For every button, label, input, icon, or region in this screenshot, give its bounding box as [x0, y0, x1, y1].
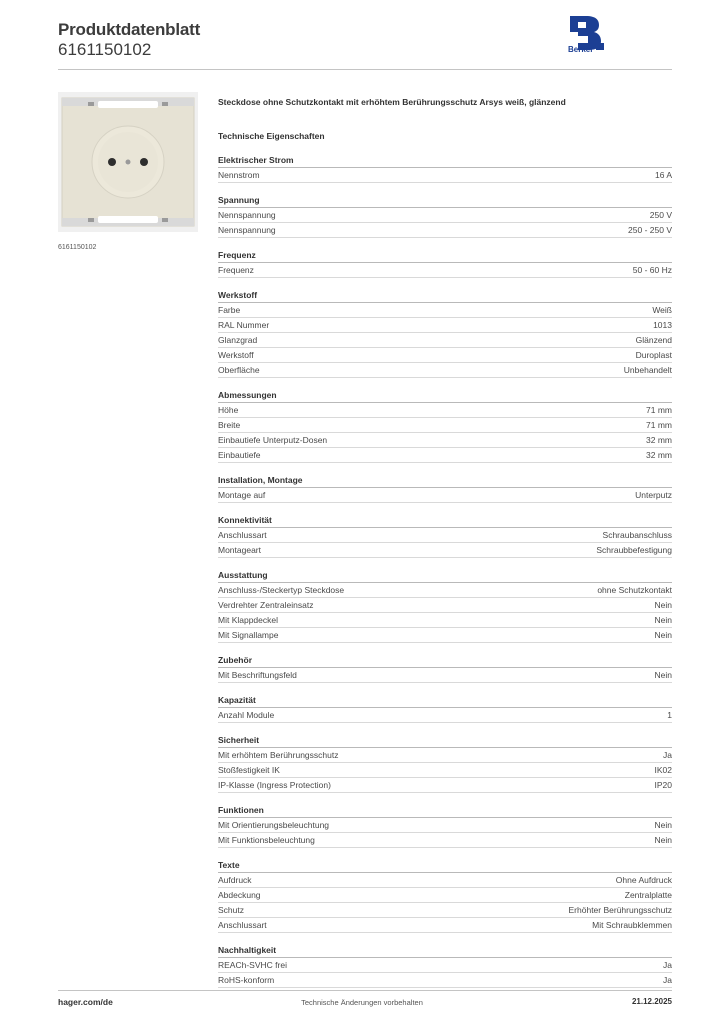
spec-label: Mit Klappdeckel	[218, 615, 279, 625]
spec-label: Mit Funktionsbeleuchtung	[218, 835, 315, 845]
spec-row	[218, 778, 672, 793]
spec-value: Ja	[663, 750, 672, 760]
spec-row	[218, 348, 672, 363]
spec-row	[218, 708, 672, 723]
spec-label: Einbautiefe	[218, 450, 261, 460]
spec-section	[218, 568, 672, 643]
footer-disclaimer: Technische Änderungen vorbehalten	[301, 998, 423, 1007]
spec-label: Oberfläche	[218, 365, 260, 375]
footer-date: 21.12.2025	[631, 997, 672, 1006]
spec-section	[218, 803, 672, 848]
spec-label: Anschluss-/Steckertyp Steckdose	[218, 585, 345, 595]
spec-section	[218, 943, 672, 988]
spec-label: Nennstrom	[218, 170, 260, 180]
spec-row	[218, 433, 672, 448]
spec-row	[218, 818, 672, 833]
spec-value: Nein	[654, 820, 672, 830]
spec-value: 50 - 60 Hz	[632, 265, 672, 275]
spec-value: Glänzend	[635, 335, 672, 345]
spec-label: Frequenz	[218, 265, 254, 275]
spec-row	[218, 583, 672, 598]
spec-label: REACh-SVHC frei	[218, 960, 287, 970]
spec-label: Anschlussart	[218, 530, 267, 540]
spec-row	[218, 488, 672, 503]
spec-value: Unbehandelt	[623, 365, 672, 375]
socket-illustration	[58, 92, 198, 232]
spec-row	[218, 208, 672, 223]
spec-value: 250 V	[649, 210, 672, 220]
spec-row	[218, 748, 672, 763]
spec-label: Verdrehter Zentraleinsatz	[218, 600, 314, 610]
spec-value: Schraubbefestigung	[596, 545, 672, 555]
spec-label: Stoßfestigkeit IK	[218, 765, 280, 775]
spec-row	[218, 958, 672, 973]
spec-row	[218, 303, 672, 318]
spec-section	[218, 473, 672, 503]
section-heading: Abmessungen	[218, 388, 672, 403]
spec-value: Nein	[654, 600, 672, 610]
spec-value: Mit Schraubklemmen	[592, 920, 672, 930]
spec-row	[218, 318, 672, 333]
spec-row	[218, 263, 672, 278]
spec-section	[218, 733, 672, 793]
spec-row	[218, 873, 672, 888]
spec-row	[218, 973, 672, 988]
section-heading: Werkstoff	[218, 288, 672, 303]
spec-label: RoHS-konform	[218, 975, 275, 985]
tech-heading: Technische Eigenschaften	[218, 131, 325, 141]
spec-row	[218, 918, 672, 933]
spec-label: Mit Beschriftungsfeld	[218, 670, 297, 680]
spec-label: Werkstoff	[218, 350, 254, 360]
spec-row	[218, 168, 672, 183]
section-heading: Funktionen	[218, 803, 672, 818]
section-heading: Elektrischer Strom	[218, 153, 672, 168]
spec-row	[218, 598, 672, 613]
section-heading: Installation, Montage	[218, 473, 672, 488]
spec-section	[218, 248, 672, 278]
product-specs	[218, 95, 672, 988]
spec-value: Nein	[654, 670, 672, 680]
spec-value: Nein	[654, 630, 672, 640]
spec-value: 71 mm	[646, 405, 672, 415]
spec-label: Farbe	[218, 305, 241, 315]
logo-text: Berker	[568, 45, 594, 54]
spec-section	[218, 653, 672, 683]
spec-value: Unterputz	[635, 490, 672, 500]
section-heading: Nachhaltigkeit	[218, 943, 672, 958]
header-divider	[58, 69, 672, 70]
spec-label: Glanzgrad	[218, 335, 258, 345]
spec-value: Zentralplatte	[624, 890, 672, 900]
spec-value: 250 - 250 V	[628, 225, 672, 235]
spec-value: Weiß	[652, 305, 672, 315]
spec-value: Nein	[654, 835, 672, 845]
spec-row	[218, 448, 672, 463]
spec-label: Mit Orientierungsbeleuchtung	[218, 820, 330, 830]
spec-value: 32 mm	[646, 435, 672, 445]
spec-section	[218, 513, 672, 558]
spec-value: Nein	[654, 615, 672, 625]
spec-row	[218, 903, 672, 918]
spec-section	[218, 153, 672, 183]
spec-section	[218, 388, 672, 463]
spec-row	[218, 668, 672, 683]
product-image	[58, 92, 198, 232]
spec-section	[218, 858, 672, 933]
section-heading: Ausstattung	[218, 568, 672, 583]
spec-row	[218, 528, 672, 543]
spec-value: 1013	[653, 320, 672, 330]
spec-value: 32 mm	[646, 450, 672, 460]
spec-row	[218, 418, 672, 433]
spec-value: 1	[667, 710, 672, 720]
spec-value: IP20	[654, 780, 672, 790]
spec-value: IK02	[654, 765, 672, 775]
page-title: Produktdatenblatt	[58, 20, 201, 39]
document-header	[58, 20, 200, 60]
spec-row	[218, 363, 672, 378]
spec-section	[218, 288, 672, 378]
spec-label: Schutz	[218, 905, 244, 915]
spec-label: RAL Nummer	[218, 320, 270, 330]
spec-value: Ja	[663, 975, 672, 985]
section-heading: Sicherheit	[218, 733, 672, 748]
section-heading: Konnektivität	[218, 513, 672, 528]
footer-divider	[58, 990, 672, 991]
spec-row	[218, 403, 672, 418]
spec-label: Nennspannung	[218, 210, 276, 220]
spec-section	[218, 693, 672, 723]
section-heading: Spannung	[218, 193, 672, 208]
spec-label: Anzahl Module	[218, 710, 275, 720]
spec-row	[218, 628, 672, 643]
spec-value: Duroplast	[635, 350, 672, 360]
spec-section	[218, 193, 672, 238]
section-heading: Zubehör	[218, 653, 672, 668]
spec-row	[218, 763, 672, 778]
section-heading: Texte	[218, 858, 672, 873]
spec-sections	[218, 153, 672, 988]
spec-row	[218, 223, 672, 238]
spec-label: Aufdruck	[218, 875, 252, 885]
article-number: 6161150102	[58, 40, 152, 59]
spec-row	[218, 543, 672, 558]
spec-label: Mit Signallampe	[218, 630, 279, 640]
spec-label: Nennspannung	[218, 225, 276, 235]
spec-value: Erhöhter Berührungsschutz	[568, 905, 672, 915]
spec-value: Schraubanschluss	[602, 530, 672, 540]
spec-label: Abdeckung	[218, 890, 261, 900]
spec-label: Mit erhöhtem Berührungsschutz	[218, 750, 339, 760]
section-heading: Kapazität	[218, 693, 672, 708]
spec-row	[218, 613, 672, 628]
spec-label: Montageart	[218, 545, 261, 555]
spec-row	[218, 833, 672, 848]
spec-label: Montage auf	[218, 490, 266, 500]
spec-value: Ja	[663, 960, 672, 970]
section-heading: Frequenz	[218, 248, 672, 263]
spec-label: Breite	[218, 420, 241, 430]
spec-label: Höhe	[218, 405, 239, 415]
image-caption: 6161150102	[58, 244, 97, 251]
product-title: Steckdose ohne Schutzkontakt mit erhöhtem Berührungsschutz Arsys weiß, glänzend	[218, 97, 566, 107]
spec-row	[218, 333, 672, 348]
spec-label: IP-Klasse (Ingress Protection)	[218, 780, 331, 790]
spec-row	[218, 888, 672, 903]
spec-label: Einbautiefe Unterputz-Dosen	[218, 435, 328, 445]
spec-label: Anschlussart	[218, 920, 267, 930]
spec-value: Ohne Aufdruck	[615, 875, 672, 885]
spec-value: ohne Schutzkontakt	[597, 585, 672, 595]
spec-value: 71 mm	[646, 420, 672, 430]
spec-value: 16 A	[654, 170, 672, 180]
footer-website: hager.com/de	[58, 997, 113, 1007]
